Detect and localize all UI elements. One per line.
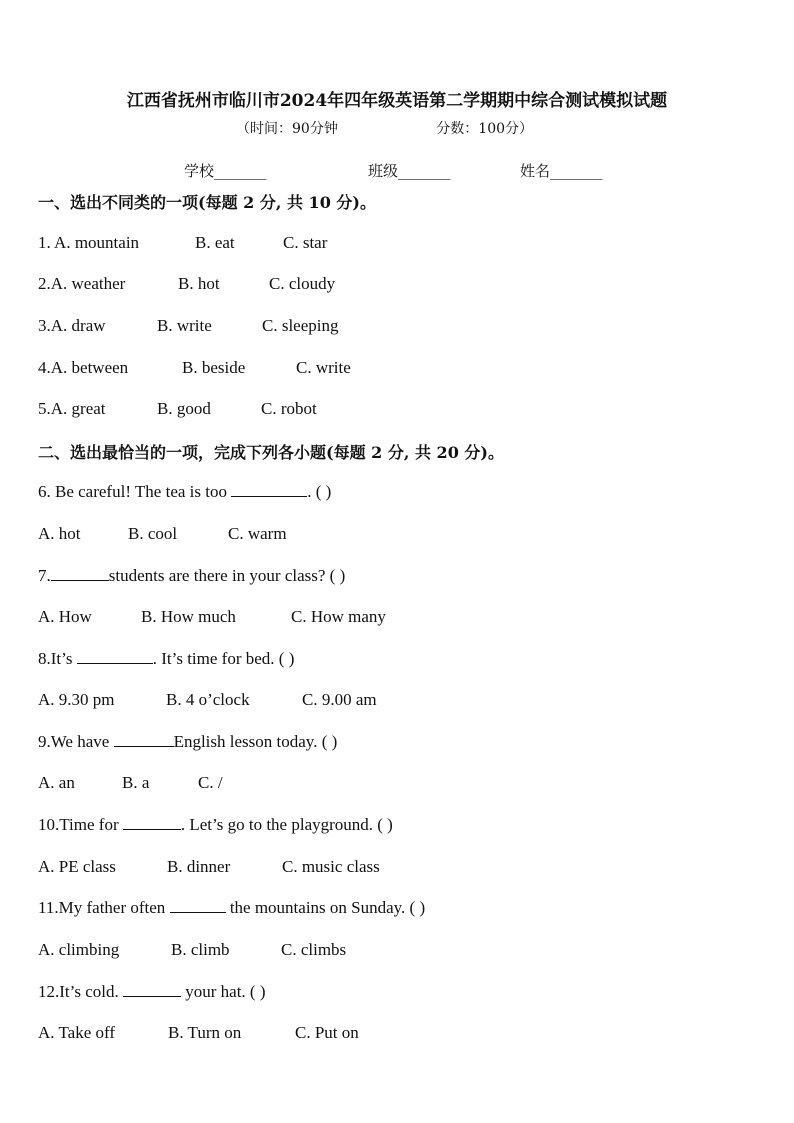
- section-1-heading: 一、选出不同类的一项(每题 2 分, 共 10 分)。: [38, 193, 376, 212]
- list-item: [38, 399, 317, 419]
- question-text: . Let’s go to the playground. ( ): [180, 815, 393, 834]
- option-a: A. Take off: [38, 1023, 116, 1042]
- question-text: 11.My father often: [38, 898, 170, 917]
- exam-time: （时间：90分钟: [236, 121, 338, 137]
- question-7: [38, 566, 345, 586]
- option-a: A. How: [38, 607, 92, 626]
- question-text: . It’s time for bed. ( ): [152, 649, 295, 668]
- page-title: 江西省抚州市临川市2024年四年级英语第二学期期中综合测试模拟试题: [126, 91, 668, 111]
- option-b: B. a: [122, 773, 150, 792]
- question-text: . ( ): [307, 482, 332, 501]
- option-a: 4.A. between: [38, 358, 129, 377]
- list-item: [38, 274, 335, 294]
- list-item: [38, 940, 346, 960]
- option-c: C. music class: [282, 857, 380, 876]
- list-item: [38, 607, 386, 627]
- option-c: C. star: [283, 233, 328, 252]
- list-item: [38, 524, 287, 544]
- question-text: 8.It’s: [38, 649, 77, 668]
- question-8: [38, 649, 294, 669]
- option-a: A. climbing: [38, 940, 120, 959]
- option-b: B. climb: [171, 940, 230, 959]
- option-c: C. write: [296, 358, 351, 377]
- option-a: 5.A. great: [38, 399, 106, 418]
- option-a: A. hot: [38, 524, 81, 543]
- question-9: [38, 732, 337, 752]
- list-item: [38, 233, 327, 253]
- option-c: C. How many: [291, 607, 386, 626]
- option-b: B. beside: [182, 358, 246, 377]
- option-a: A. PE class: [38, 857, 116, 876]
- list-item: [38, 316, 339, 336]
- question-text: English lesson today. ( ): [173, 732, 338, 751]
- option-b: B. hot: [178, 274, 220, 293]
- question-11: [38, 898, 425, 918]
- question-text: 7.: [38, 566, 51, 585]
- answer-blank[interactable]: [114, 732, 174, 747]
- list-item: [38, 1023, 359, 1043]
- option-b: B. eat: [195, 233, 235, 252]
- option-b: B. write: [157, 316, 212, 335]
- list-item: [38, 773, 223, 793]
- option-b: B. dinner: [167, 857, 231, 876]
- option-b: B. good: [157, 399, 211, 418]
- question-text: 9.We have: [38, 732, 114, 751]
- name-field[interactable]: 姓名_______: [520, 162, 603, 180]
- question-10: [38, 815, 393, 835]
- option-c: C. /: [198, 773, 223, 792]
- option-c: C. robot: [261, 399, 317, 418]
- question-text: the mountains on Sunday. ( ): [225, 898, 426, 917]
- question-text: your hat. ( ): [181, 982, 266, 1001]
- option-c: C. climbs: [281, 940, 347, 959]
- option-c: C. cloudy: [269, 274, 336, 293]
- list-item: [38, 690, 377, 710]
- exam-info: [236, 118, 533, 138]
- question-text: 12.It’s cold.: [38, 982, 123, 1001]
- answer-blank[interactable]: [231, 482, 307, 497]
- option-c: C. sleeping: [262, 316, 339, 335]
- option-a: 3.A. draw: [38, 316, 106, 335]
- list-item: [38, 857, 380, 877]
- option-a: A. an: [38, 773, 75, 792]
- option-b: B. How much: [141, 607, 236, 626]
- option-c: C. Put on: [295, 1023, 359, 1042]
- option-a: A. 9.30 pm: [38, 690, 115, 709]
- option-c: C. 9.00 am: [302, 690, 377, 709]
- option-a: 2.A. weather: [38, 274, 126, 293]
- list-item: [38, 358, 351, 378]
- option-a: 1. A. mountain: [38, 233, 140, 252]
- option-b: B. 4 o’clock: [166, 690, 250, 709]
- answer-blank[interactable]: [77, 649, 153, 664]
- option-b: B. cool: [128, 524, 178, 543]
- answer-blank[interactable]: [51, 566, 109, 581]
- school-field[interactable]: 学校_______: [184, 162, 267, 180]
- section-2-heading: 二、选出最恰当的一项，完成下列各小题(每题 2 分, 共 20 分)。: [38, 443, 504, 462]
- class-field[interactable]: 班级_______: [368, 162, 451, 180]
- question-text: 6. Be careful! The tea is too: [38, 482, 232, 501]
- answer-blank[interactable]: [123, 815, 181, 830]
- answer-blank[interactable]: [123, 982, 181, 997]
- option-c: C. warm: [228, 524, 287, 543]
- answer-blank[interactable]: [170, 898, 226, 913]
- question-text: 10.Time for: [38, 815, 123, 834]
- question-6: [38, 482, 331, 502]
- question-12: [38, 982, 266, 1002]
- question-text: students are there in your class? ( ): [108, 566, 346, 585]
- option-b: B. Turn on: [168, 1023, 242, 1042]
- exam-score: 分数：100分）: [436, 121, 534, 137]
